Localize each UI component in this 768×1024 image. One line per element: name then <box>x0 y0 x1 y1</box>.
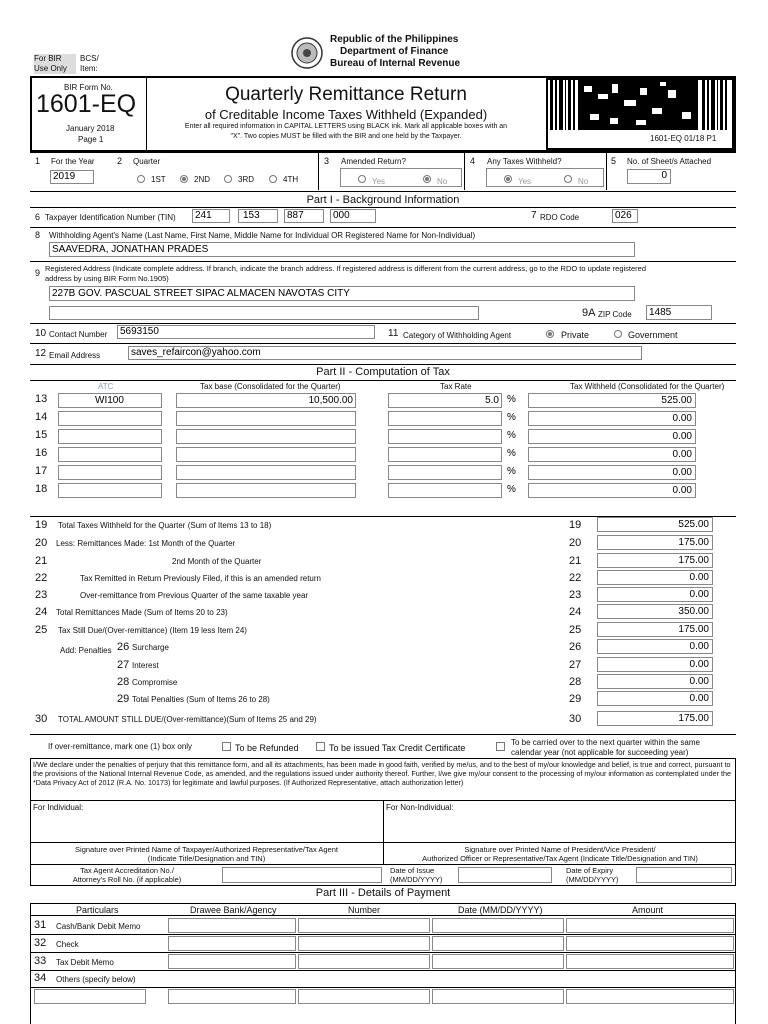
tax-withheld-value: 0.00 <box>672 431 692 442</box>
atc-field[interactable] <box>58 411 162 426</box>
atc-field[interactable] <box>58 465 162 480</box>
item-label: Surcharge <box>132 643 169 652</box>
date-expiry-label-2: (MM/DD/YYYY) <box>566 875 619 884</box>
item-11-number: 11 <box>388 328 399 339</box>
amended-no-radio[interactable] <box>423 175 431 183</box>
item-value-field[interactable] <box>597 622 713 637</box>
item-label: Over-remittance from Previous Quarter of the same taxable year <box>80 591 309 600</box>
email-field[interactable] <box>128 346 642 360</box>
zip-field[interactable] <box>646 305 712 320</box>
tax-withheld-value: 0.00 <box>672 485 692 496</box>
item-value-field[interactable] <box>597 604 713 619</box>
tax-withheld-field[interactable] <box>528 465 696 480</box>
divider <box>146 78 147 150</box>
item-9-number: 9 <box>35 268 41 278</box>
percent-sign: % <box>507 394 516 405</box>
carry-over-label-2: calendar year (not applicable for succeeding year) <box>511 748 689 757</box>
category-private-radio[interactable] <box>546 330 554 338</box>
contact-field[interactable] <box>117 325 375 339</box>
form-no-label: BIR Form No. <box>64 83 113 92</box>
date-issue-label-1: Date of Issue <box>390 866 435 875</box>
agency-dof: Department of Finance <box>340 46 449 57</box>
tax-base-header: Tax base (Consolidated for the Quarter) <box>200 382 341 391</box>
item-number: 19 <box>35 519 48 531</box>
item-value-field[interactable] <box>597 587 713 602</box>
item-value: 175.00 <box>678 624 709 635</box>
item-label: TOTAL AMOUNT STILL DUE/(Over-remittance)(Sum of Items 25 and 29) <box>58 715 317 724</box>
tin-field-1[interactable] <box>192 209 230 223</box>
date-expiry-label-1: Date of Expiry <box>566 866 614 875</box>
tin-2-value: 153 <box>243 210 260 221</box>
percent-sign: % <box>507 484 516 495</box>
carry-over-label-1: To be carried over to the next quarter within the same <box>511 738 700 747</box>
item-number-right: 21 <box>569 555 582 567</box>
rule <box>30 987 736 988</box>
rule <box>30 207 736 208</box>
tax-row-number: 13 <box>35 393 48 405</box>
year-value: 2019 <box>53 171 76 182</box>
agent-name-value: SAAVEDRA, JONATHAN PRADES <box>52 244 209 255</box>
tax-row-number: 14 <box>35 411 48 423</box>
rule <box>30 227 736 228</box>
item-number: 25 <box>35 624 48 636</box>
email-value: saves_refaircon@yahoo.com <box>131 347 261 358</box>
bir-seal-icon <box>290 36 324 70</box>
item-9a-number: 9A <box>582 307 596 319</box>
item-value: 525.00 <box>678 519 709 530</box>
accreditation-label-2: Attorney's Roll No. (if applicable) <box>72 875 182 884</box>
item-value-field[interactable] <box>597 691 713 706</box>
tin-1-value: 241 <box>195 210 212 221</box>
year-label: For the Year <box>51 157 95 166</box>
payment-row-label: Cash/Bank Debit Memo <box>56 922 141 931</box>
number-field[interactable] <box>298 936 430 951</box>
others-date-field[interactable] <box>432 989 564 1004</box>
drawee-field[interactable] <box>168 936 296 951</box>
tax-row-number: 15 <box>35 429 48 441</box>
quarter-2nd-radio[interactable] <box>180 175 188 183</box>
instructions-line1: Enter all required information in CAPITAL LETTERS using BLACK ink. Mark all applicable boxes with an <box>184 123 508 130</box>
rule <box>30 191 736 192</box>
sig-individual-2: (Indicate Title/Designation and TIN) <box>147 854 266 863</box>
amended-label: Amended Return? <box>341 157 406 166</box>
form-number: 1601-EQ <box>36 90 137 118</box>
category-private-label: Private <box>561 330 590 340</box>
percent-sign: % <box>507 466 516 477</box>
date-field[interactable] <box>432 918 564 933</box>
tax-base-value: 10,500.00 <box>308 395 353 406</box>
drawee-header: Drawee Bank/Agency <box>190 905 277 915</box>
tax-withheld-value: 0.00 <box>672 449 692 460</box>
category-label: Category of Withholding Agent <box>403 331 512 340</box>
tax-base-field[interactable] <box>176 429 356 444</box>
item-number: 29 <box>117 693 130 705</box>
agent-name-label: Withholding Agent's Name (Last Name, First Name, Middle Name for Individual OR Registered Name for Non-Individual) <box>49 231 476 240</box>
date-field[interactable] <box>432 936 564 951</box>
divider <box>318 152 319 190</box>
item-2-number: 2 <box>117 156 123 166</box>
atc-field[interactable] <box>58 393 162 408</box>
percent-sign: % <box>507 448 516 459</box>
tax-rate-field[interactable] <box>388 483 502 498</box>
item-value: 0.00 <box>689 641 709 652</box>
tax-withheld-value: 525.00 <box>661 395 692 406</box>
item-10-number: 10 <box>35 328 47 339</box>
amount-field[interactable] <box>566 936 734 951</box>
item-label: Interest <box>132 661 159 670</box>
rule <box>30 734 736 735</box>
tin-field-4[interactable] <box>330 209 376 223</box>
quarter-3rd-radio[interactable] <box>224 175 232 183</box>
rule <box>30 970 736 971</box>
withheld-yes-label: Yes <box>518 177 532 186</box>
tax-withheld-field[interactable] <box>528 411 696 426</box>
tin-3-value: 887 <box>287 210 304 221</box>
divider <box>606 152 607 190</box>
date-expiry-field[interactable] <box>636 867 732 883</box>
item-value: 175.00 <box>678 713 709 724</box>
tax-base-field[interactable] <box>176 393 356 408</box>
amended-yes-radio[interactable] <box>358 175 366 183</box>
tax-rate-field[interactable] <box>388 411 502 426</box>
amended-yes-label: Yes <box>372 177 386 186</box>
sheets-value: 0 <box>661 170 667 181</box>
item-7-number: 7 <box>531 210 537 221</box>
tax-base-field[interactable] <box>176 483 356 498</box>
contact-value: 5693150 <box>120 326 159 337</box>
item-5-number: 5 <box>611 156 617 166</box>
payment-row-number: 31 <box>34 919 47 931</box>
part1-title: Part I - Background Information <box>306 194 460 206</box>
sig-non-individual-2: Authorized Officer or Representative/Tax Agent (Indicate Title/Designation and TIN) <box>422 854 698 863</box>
tcc-checkbox[interactable] <box>316 742 325 751</box>
year-field[interactable] <box>50 170 94 184</box>
item-value: 0.00 <box>689 676 709 687</box>
amended-no-label: No <box>437 177 448 186</box>
rdo-field[interactable] <box>612 209 638 223</box>
payment-row-number: 33 <box>34 955 47 967</box>
bir-use-only-label: For BIR Use Only <box>34 54 76 74</box>
item-8-number: 8 <box>35 230 41 240</box>
atc-field[interactable] <box>58 483 162 498</box>
rule <box>30 152 736 153</box>
item-3-number: 3 <box>324 156 330 166</box>
tin-field-3[interactable] <box>284 209 324 223</box>
withheld-label: Any Taxes Withheld? <box>487 157 562 166</box>
amount-field[interactable] <box>566 954 734 969</box>
item-value: 175.00 <box>678 555 709 566</box>
rule <box>30 323 736 324</box>
tax-row-number: 16 <box>35 447 48 459</box>
date-issue-field[interactable] <box>458 867 552 883</box>
form-page: Page 1 <box>78 135 104 144</box>
item-number: 21 <box>35 555 48 567</box>
tax-row-number: 17 <box>35 465 48 477</box>
agency-republic: Republic of the Philippines <box>330 34 459 45</box>
agency-bir: Bureau of Internal Revenue <box>330 58 461 69</box>
email-label: Email Address <box>49 351 101 360</box>
amount-field[interactable] <box>566 918 734 933</box>
item-label: Total Remittances Made (Sum of Items 20 to 23) <box>56 608 228 617</box>
item-number-right: 23 <box>569 589 582 601</box>
drawee-field[interactable] <box>168 918 296 933</box>
divider <box>464 152 465 190</box>
part2-title: Part II - Computation of Tax <box>316 366 450 378</box>
item-label: 2nd Month of the Quarter <box>172 557 262 566</box>
category-government-label: Government <box>628 330 678 340</box>
form-date: January 2018 <box>66 124 115 133</box>
date-header: Date (MM/DD/YYYY) <box>458 905 543 915</box>
accreditation-field[interactable] <box>222 867 382 883</box>
sig-non-individual-1: Signature over Printed Name of President/Vice President/ <box>464 845 656 854</box>
item-label: Total Taxes Withheld for the Quarter (Sum of Items 13 to 18) <box>58 521 272 530</box>
individual-label: For Individual: <box>33 803 84 812</box>
particulars-header: Particulars <box>76 905 119 915</box>
sig-individual-1: Signature over Printed Name of Taxpayer/Authorized Representative/Tax Agent <box>75 845 338 854</box>
withheld-no-label: No <box>578 177 589 186</box>
tin-4-value: 000 <box>333 210 350 221</box>
carry-over-checkbox[interactable] <box>496 742 505 751</box>
tax-base-field[interactable] <box>176 465 356 480</box>
rule <box>30 364 736 365</box>
quarter-1st-label: 1ST <box>151 175 166 184</box>
percent-sign: % <box>507 430 516 441</box>
tax-base-field[interactable] <box>176 447 356 462</box>
number-field[interactable] <box>298 954 430 969</box>
atc-field[interactable] <box>58 447 162 462</box>
item-value-field[interactable] <box>597 535 713 550</box>
date-field[interactable] <box>432 954 564 969</box>
sheets-label: No. of Sheet/s Attached <box>627 157 712 166</box>
item-label: Tax Remitted in Return Previously Filed, if this is an amended return <box>80 574 321 583</box>
quarter-4th-label: 4TH <box>283 175 299 184</box>
others-specify-field[interactable] <box>34 989 146 1004</box>
tax-withheld-field[interactable] <box>528 429 696 444</box>
rule <box>30 934 736 935</box>
contact-label: Contact Number <box>49 330 108 339</box>
item-label: Less: Remittances Made: 1st Month of the Quarter <box>56 539 236 548</box>
item-number-right: 19 <box>569 519 582 531</box>
rdo-value: 026 <box>615 210 632 221</box>
drawee-field[interactable] <box>168 954 296 969</box>
payment-row-label: Check <box>56 940 79 949</box>
instructions-line2: "X". Two copies MUST be filled with the BIR and one held by the Taxpayer. <box>230 133 462 140</box>
item-value-field[interactable] <box>597 674 713 689</box>
quarter-label: Quarter <box>133 157 161 166</box>
barcode-code: 1601-EQ 01/18 P1 <box>650 134 717 143</box>
item-number: 23 <box>35 589 48 601</box>
tax-row-number: 18 <box>35 483 48 495</box>
item-number: 20 <box>35 537 48 549</box>
rule <box>30 915 736 916</box>
zip-value: 1485 <box>649 307 672 318</box>
number-field[interactable] <box>298 918 430 933</box>
others-amount-field[interactable] <box>566 989 734 1004</box>
address-value: 227B GOV. PASCUAL STREET SIPAC ALMACEN NAVOTAS CITY <box>52 288 350 299</box>
address-label-1: Registered Address (Indicate complete address. If branch, indicate the branch address. If registered address is different from the current address, go to the RDO to update registered <box>45 264 647 273</box>
date-issue-label-2: (MM/DD/YYYY) <box>390 875 443 884</box>
atc-value: WI100 <box>95 395 124 406</box>
item-number-right: 28 <box>569 676 582 688</box>
zip-label: ZIP Code <box>598 310 632 319</box>
item-4-number: 4 <box>470 156 476 166</box>
address-field-2[interactable] <box>49 306 479 320</box>
item-number: 26 <box>117 641 130 653</box>
tax-withheld-value: 0.00 <box>672 413 692 424</box>
item-number: 22 <box>35 572 48 584</box>
item-number: 28 <box>117 676 130 688</box>
refund-label: To be Refunded <box>235 743 299 753</box>
form-title: Quarterly Remittance Return <box>225 84 467 105</box>
withheld-yes-radio[interactable] <box>504 175 512 183</box>
refund-checkbox[interactable] <box>222 742 231 751</box>
tax-rate-field[interactable] <box>388 393 502 408</box>
payment-row-label: Tax Debit Memo <box>56 958 114 967</box>
rule <box>30 842 736 843</box>
quarter-4th-radio[interactable] <box>269 175 277 183</box>
item-number-right: 29 <box>569 693 582 705</box>
non-individual-label: For Non-Individual: <box>386 803 454 812</box>
quarter-2nd-label: 2ND <box>194 175 211 184</box>
item-value-field[interactable] <box>597 639 713 654</box>
payment-row-number: 32 <box>34 937 47 949</box>
item-number: 30 <box>35 713 48 725</box>
item-value: 350.00 <box>678 606 709 617</box>
item-value-field[interactable] <box>597 553 713 568</box>
item-number-right: 27 <box>569 659 582 671</box>
category-government-radio[interactable] <box>614 330 622 338</box>
tax-rate-value: 5.0 <box>485 395 499 406</box>
payment-row-label: Others (specify below) <box>56 975 136 984</box>
item-value-field[interactable] <box>597 657 713 672</box>
item-number-right: 25 <box>569 624 582 636</box>
sheets-field[interactable] <box>627 169 671 184</box>
barcode-icon <box>550 80 730 130</box>
tin-label: Taxpayer Identification Number (TIN) <box>45 213 176 222</box>
percent-sign: % <box>507 412 516 423</box>
bcs-item-label: BCS/ Item: <box>80 54 99 73</box>
item-number-right: 22 <box>569 572 582 584</box>
over-remittance-label: If over-remittance, mark one (1) box only <box>48 742 193 751</box>
item-label: Tax Still Due/(Over-remittance) (Item 19 less Item 24) <box>58 626 247 635</box>
others-number-field[interactable] <box>298 989 430 1004</box>
item-label: Compromise <box>132 678 178 687</box>
atc-field[interactable] <box>58 429 162 444</box>
payment-row-number: 34 <box>34 972 47 984</box>
item-value-field[interactable] <box>597 711 713 726</box>
declaration-text: I/We declare under the penalties of perjury that this remittance form, and all its attachments, has been made in good faith, verified by me/us, and to the best of my/our knowledge and belief, is true and correct, pursuant to the provisions of the National Internal Revenue Code, as amended, and the regulations issued under authority thereof. Further, I/we give my/our consent to the processing of my/our information as contemplated under the *Data Privacy Act of 2012 (R.A. No. 10173) for legitimate and lawful purposes. (If Authorized Representative, attach authorization letter) <box>33 760 731 787</box>
rdo-label: RDO Code <box>540 213 580 222</box>
address-field-1[interactable] <box>49 286 635 301</box>
rule <box>30 343 736 344</box>
item-6-number: 6 <box>35 212 41 222</box>
item-12-number: 12 <box>35 348 47 359</box>
item-value: 175.00 <box>678 537 709 548</box>
item-number-right: 30 <box>569 713 582 725</box>
tax-rate-field[interactable] <box>388 465 502 480</box>
address-label-2: address by using BIR Form No.1905) <box>45 274 169 283</box>
agent-name-field[interactable] <box>49 242 635 257</box>
part3-title: Part III - Details of Payment <box>315 887 451 899</box>
item-label: Total Penalties (Sum of Items 26 to 28) <box>132 695 270 704</box>
tcc-label: To be issued Tax Credit Certificate <box>329 743 466 753</box>
item-1-number: 1 <box>35 156 41 166</box>
rule <box>30 261 736 262</box>
atc-header: ATC <box>98 382 114 391</box>
add-penalties-label: Add: Penalties <box>60 646 112 655</box>
others-drawee-field[interactable] <box>168 989 296 1004</box>
accreditation-label-1: Tax Agent Accreditation No./ <box>80 866 174 875</box>
item-number: 24 <box>35 606 48 618</box>
tax-base-field[interactable] <box>176 411 356 426</box>
item-number-right: 24 <box>569 606 582 618</box>
item-number-right: 26 <box>569 641 582 653</box>
tax-rate-header: Tax Rate <box>440 382 472 391</box>
tax-withheld-field[interactable] <box>528 447 696 462</box>
item-value-field[interactable] <box>597 517 713 532</box>
number-header: Number <box>348 905 381 915</box>
rule <box>30 380 736 381</box>
item-value-field[interactable] <box>597 570 713 585</box>
form-subtitle: of Creditable Income Taxes Withheld (Expanded) <box>204 107 488 122</box>
item-value: 0.00 <box>689 659 709 670</box>
withheld-no-radio[interactable] <box>564 175 572 183</box>
tax-withheld-header: Tax Withheld (Consolidated for the Quarter) <box>570 382 725 391</box>
tax-withheld-field[interactable] <box>528 483 696 498</box>
tax-rate-field[interactable] <box>388 447 502 462</box>
item-value: 0.00 <box>689 693 709 704</box>
tax-withheld-field[interactable] <box>528 393 696 408</box>
rule <box>30 864 736 865</box>
item-number-right: 20 <box>569 537 582 549</box>
quarter-1st-radio[interactable] <box>137 175 145 183</box>
item-value: 0.00 <box>689 589 709 600</box>
item-number: 27 <box>117 659 130 671</box>
amount-header: Amount <box>632 905 664 915</box>
tax-rate-field[interactable] <box>388 429 502 444</box>
quarter-3rd-label: 3RD <box>238 175 255 184</box>
item-value: 0.00 <box>689 572 709 583</box>
tin-field-2[interactable] <box>238 209 278 223</box>
tax-withheld-value: 0.00 <box>672 467 692 478</box>
rule <box>30 952 736 953</box>
